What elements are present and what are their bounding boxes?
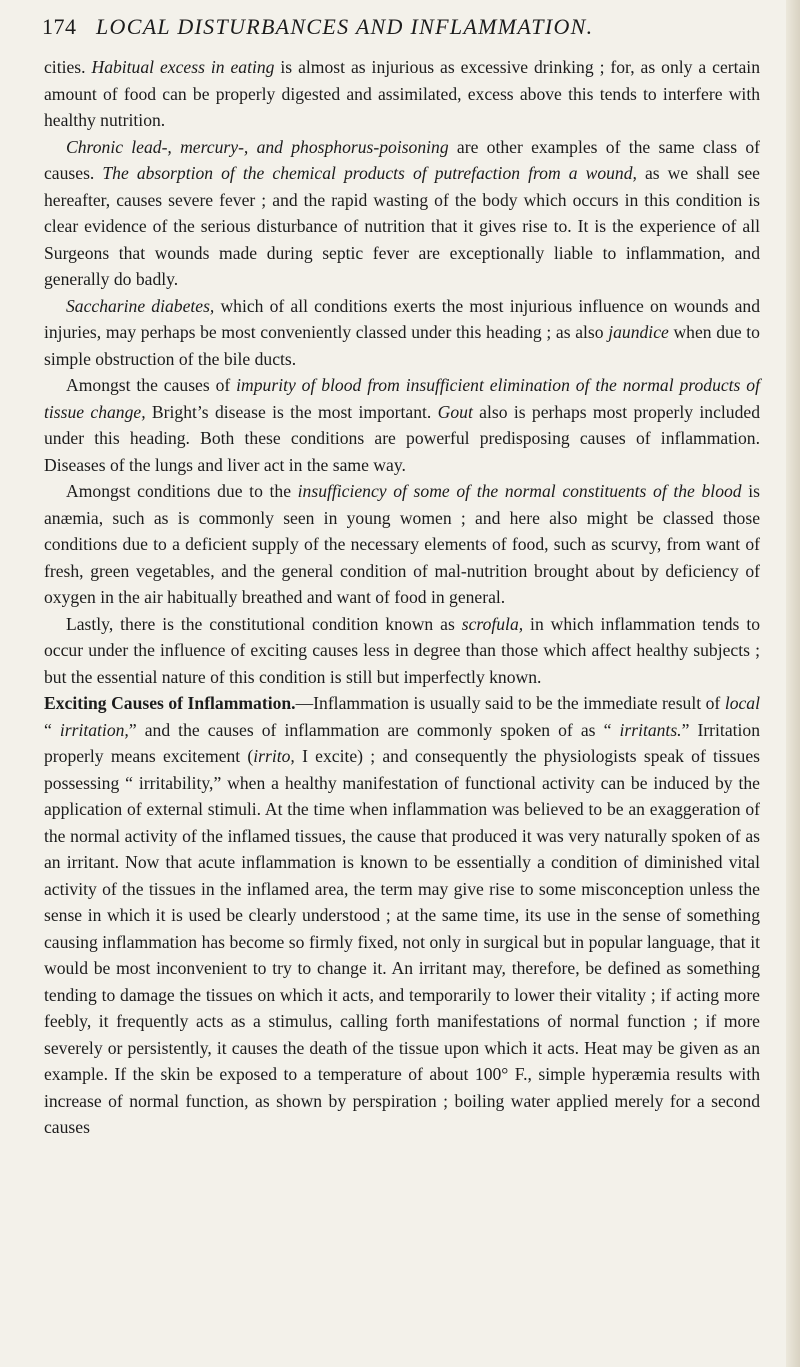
text-run: Amongst the causes of [66,375,237,395]
text-run: as we shall see hereafter, causes severe fever ; and the rapid wasting of the body which occurs in this condition is clear evidence of the serious disturbance of nutrition that it gives rise to. It is the experience of all Surgeons that wounds made during septic fever are exceptionally liable to inflammation, and generally do badly. [44,163,760,289]
italic-text: Gout [437,401,473,422]
italic-text: jaundice [608,322,669,342]
text-run: Amongst conditions due to the [66,481,298,501]
italic-text: Chronic lead-, mercury-, and phosphorus-poisoning [66,136,449,157]
paragraph [44,478,760,611]
italic-text: local [724,693,760,713]
section-heading: Exciting Causes of Inflammation. [44,693,296,713]
paragraph [44,134,760,293]
italic-text: insufficiency of some of the normal constituents of the blood [297,481,742,501]
italic-text: Habitual excess in eating [91,57,275,77]
text-run: I excite) ; and consequently the physiologists speak of tissues possessing “ irritability,” when a healthy manifestation of functional activity can be induced by the application of external stimuli. At the time when inflammation was believed to be an exaggeration of the normal activity of the inflamed tissues, the cause that produced it was very naturally spoken of as an irritant. Now that acute inflammation is known to be essentially a condition of diminished vital activity of the tissues in the inflamed area, the term may give rise to some misconception unless the sense in which it is used be clearly understood ; at the same time, its use in the sense of something causing inflammation has become so firmly fixed, not only in surgical but in popular language, that it would be most inconvenient to try to change it. An irritant may, therefore, be defined as something tending to damage the tissues on which it acts, and temporarily to lower their vitality ; if acting more feebly, it frequently acts as a stimulus, calling forth manifestations of normal function ; if more severely or persistently, it causes the death of the tissue upon which it acts. Heat may be given as an example. If the skin be exposed to a temperature of about 100° F., simple hyperæmia results with increase of normal function, as shown by perspiration ; boiling water applied merely for a second causes [44,746,760,1137]
text-run: are other examples of the same class of causes. [44,136,760,183]
text-run: when due to simple obstruction of the bile ducts. [44,322,760,369]
page-number: 174 [42,14,77,39]
italic-text: The absorption of the chemical products of putrefaction from a wound, [102,163,637,183]
paragraph [44,611,760,691]
text-run: —Inflammation is usually said to be the immediate result of [295,693,725,713]
text-run: is almost as injurious as excessive drinking ; for, as only a certain amount of food can be properly digested and assimilated, excess above this tends to interfere with healthy nutrition. [44,57,760,130]
italic-text: irrito, [253,746,295,766]
text-run: Bright’s disease is the most important. [145,401,438,422]
paragraph [44,54,760,134]
page-edge [786,0,800,1367]
text-run: in which inflammation tends to occur under the influence of exciting causes less in degree than those which affect healthy subjects ; but the essential nature of this condition is still but imperfectly known. [44,613,760,687]
text-run: “ [44,719,60,740]
page-body [44,54,760,1141]
running-head: LOCAL DISTURBANCES AND INFLAMMATION. [96,14,594,39]
text-run: ” and the causes of inflammation are commonly spoken of as “ [128,719,620,740]
italic-text: impurity of blood from insufficient elimination of the normal products of tissue change, [44,375,760,422]
text-run: cities. [44,57,92,77]
text-run: ” Irritation properly means excitement ( [44,719,760,766]
paragraph [44,372,760,478]
paragraph [44,293,760,373]
text-run: Lastly, there is the constitutional condition known as [66,613,462,634]
text-run: is anæmia, such as is commonly seen in young women ; and here also might be classed those conditions due to a deficient supply of the necessary elements of food, such as scurvy, from want of fresh, green vegetables, and the general condition of mal-nutrition brought about by deficiency of oxygen in the air habitually breathed and want of food in general. [44,481,760,607]
italic-text: Saccharine diabetes, [66,295,215,316]
text-run: also is perhaps most properly included under this heading. Both these conditions are powerful predisposing causes of inflammation. Diseases of the lungs and liver act in the same way. [44,401,760,475]
italic-text: scrofula, [461,613,524,634]
page-header [42,14,760,42]
italic-text: irritation, [59,719,129,740]
italic-text: irritants. [619,719,682,740]
paragraph [44,690,760,1141]
text-run: which of all conditions exerts the most injurious influence on wounds and injuries, may perhaps be most conveniently classed under this heading ; as also [44,295,761,342]
